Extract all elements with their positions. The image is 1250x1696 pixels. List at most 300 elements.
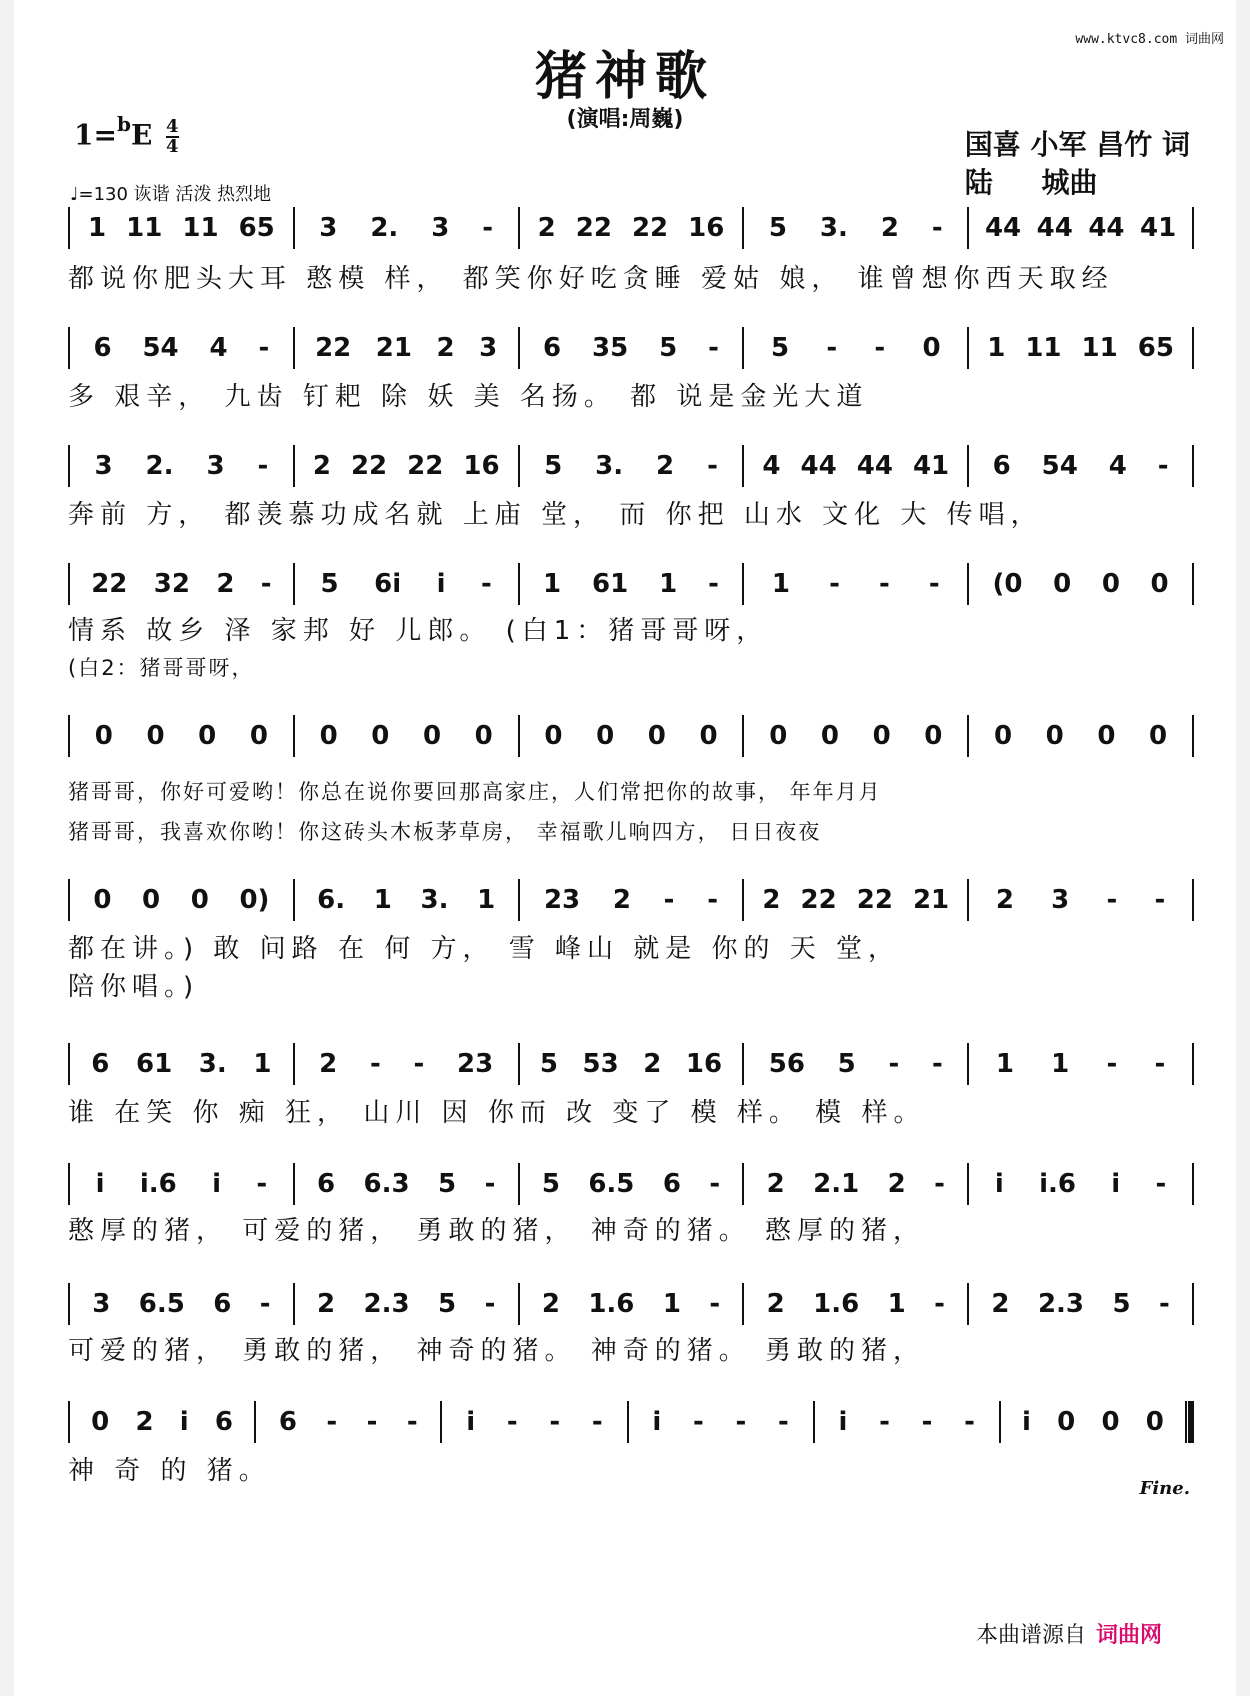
note: 61 — [136, 1049, 173, 1079]
note: - — [1158, 1289, 1170, 1319]
bar-line — [1192, 207, 1194, 249]
tempo-marking: ♩=130 诙谐 活泼 热烈地 — [70, 184, 272, 205]
note: 44 — [856, 451, 893, 481]
note: 5 — [659, 333, 678, 363]
note: 0) — [239, 885, 270, 915]
note: 16 — [463, 451, 500, 481]
measure — [969, 569, 1192, 599]
note: 22 — [350, 451, 388, 481]
note: 0 — [922, 333, 941, 363]
note: 41 — [912, 451, 950, 481]
note: 0 — [924, 721, 943, 751]
note: 4 — [209, 333, 228, 363]
note: 1 — [987, 333, 1006, 363]
bar-line — [1192, 563, 1194, 605]
note: 6i — [374, 569, 402, 599]
lyricist: 国喜 小军 昌竹 词 — [964, 128, 1190, 161]
note: - — [709, 1289, 721, 1319]
bar-line — [1185, 1401, 1194, 1443]
note: - — [663, 885, 675, 915]
credits — [965, 126, 1190, 202]
note: 2 — [887, 1169, 906, 1199]
note: - — [1154, 885, 1166, 915]
note: 11 — [126, 213, 163, 243]
lyric-line: 猪哥哥，我喜欢你哟！你这砖头木板茅草房， 幸福歌儿响四方， 日日夜夜 — [68, 820, 822, 844]
lyric-line: (白2：猪哥哥呀， — [68, 656, 255, 680]
note: 44 — [800, 451, 837, 481]
note: 0 — [769, 721, 788, 751]
note: 2. — [145, 451, 174, 481]
note: 5 — [539, 1049, 558, 1079]
note: 2 — [995, 885, 1014, 915]
measure — [295, 1169, 518, 1199]
note: 2 — [612, 885, 631, 915]
staff-row — [68, 326, 1194, 370]
note: 3 — [319, 213, 338, 243]
note: i — [466, 1407, 476, 1437]
note: - — [934, 1289, 945, 1319]
staff-row — [68, 714, 1194, 758]
note: 1 — [477, 885, 496, 915]
note: - — [707, 885, 718, 915]
measure — [256, 1407, 440, 1437]
lyric-line: 猪哥哥，你好可爱哟！你总在说你要回那高家庄，人们常把你的故事， 年年月月 — [68, 780, 882, 804]
note: 3 — [479, 333, 498, 363]
note: 3. — [420, 885, 449, 915]
lyric-line: 都在讲。) 敢 问路 在 何 方， 雪 峰山 就是 你的 天 堂， — [68, 934, 901, 964]
note: - — [256, 1169, 268, 1199]
note: 1 — [659, 569, 678, 599]
note: 44 — [1088, 213, 1125, 243]
note: 3 — [94, 451, 113, 481]
bar-line — [1192, 1283, 1194, 1325]
measure — [442, 1407, 626, 1437]
note: 11 — [182, 213, 219, 243]
note: i — [436, 569, 446, 599]
note: 53 — [582, 1049, 619, 1079]
note: - — [406, 1407, 418, 1437]
note: 6. — [317, 885, 346, 915]
note: - — [259, 1289, 271, 1319]
singer: (演唱:周巍) — [566, 107, 684, 132]
note: - — [366, 1407, 378, 1437]
note: - — [257, 451, 269, 481]
note: - — [931, 213, 943, 243]
note: 0 — [1057, 1407, 1076, 1437]
lyric-line: 憨厚的猪， 可爱的猪， 勇敢的猪， 神奇的猪。 憨厚的猪， — [68, 1216, 926, 1246]
watermark: www.ktvc8.com 词曲网 — [1075, 32, 1224, 47]
note: 2 — [317, 1289, 336, 1319]
note: - — [1157, 451, 1169, 481]
bar-line — [1192, 327, 1194, 369]
key-signature: 1=$^b$E $\frac{4}{4}$ — [74, 111, 179, 157]
note: - — [591, 1407, 603, 1437]
note: - — [258, 333, 270, 363]
note: 5 — [438, 1289, 457, 1319]
note: - — [260, 569, 272, 599]
note: 3 — [1051, 885, 1070, 915]
measure — [520, 333, 743, 363]
measure — [744, 1049, 967, 1079]
measure — [969, 721, 1192, 751]
note: - — [482, 213, 494, 243]
note: 35 — [592, 333, 629, 363]
note: 2.3 — [363, 1289, 410, 1319]
measure — [520, 213, 743, 243]
note: 0 — [993, 721, 1013, 751]
note: 6 — [213, 1289, 232, 1319]
note: - — [931, 1049, 943, 1079]
measure — [295, 451, 518, 481]
note: - — [964, 1407, 975, 1437]
note: - — [708, 569, 719, 599]
note: - — [709, 1169, 721, 1199]
note: 3. — [198, 1049, 227, 1079]
note: 21 — [912, 885, 950, 915]
note: 2 — [762, 885, 781, 915]
measure — [969, 885, 1192, 915]
lyric-line: 谁 在笑 你 痴 狂， 山川 因 你而 改 变了 模 样。 模 样。 — [68, 1098, 926, 1128]
staff-row — [68, 1400, 1194, 1444]
note: 23 — [457, 1049, 494, 1079]
note: 11 — [1081, 333, 1118, 363]
note: 1 — [543, 569, 562, 599]
note: 2 — [880, 213, 899, 243]
note: 11 — [1025, 333, 1062, 363]
note: 5 — [1112, 1289, 1131, 1319]
bar-line — [1192, 1043, 1194, 1085]
measure — [744, 1289, 967, 1319]
measure — [295, 1049, 518, 1079]
measure — [70, 1407, 254, 1437]
note: 0 — [422, 721, 442, 751]
measure — [70, 213, 293, 243]
note: 5 — [837, 1049, 856, 1079]
measure — [629, 1407, 813, 1437]
staff-row — [68, 878, 1194, 922]
note: 2.3 — [1037, 1289, 1084, 1319]
note: 0 — [647, 721, 666, 751]
song-title: 猪神歌 — [534, 46, 715, 107]
note: 5 — [541, 1169, 560, 1199]
note: 0 — [699, 721, 718, 751]
note: - — [484, 1169, 496, 1199]
note: 6 — [93, 333, 112, 363]
note: - — [549, 1407, 561, 1437]
note: 1 — [88, 213, 107, 243]
note: i — [652, 1407, 662, 1437]
measure — [815, 1407, 999, 1437]
staff-row — [68, 444, 1194, 488]
note: 0 — [146, 721, 165, 751]
staff-row — [68, 206, 1194, 250]
lyric-line: 都说你肥头大耳 憨模 样， 都笑你好吃贪睡 爱姑 娘， 谁曾想你西天取经 — [68, 264, 1114, 294]
note: 22 — [407, 451, 444, 481]
measure — [744, 569, 967, 599]
measure — [295, 213, 518, 243]
note: i — [212, 1169, 222, 1199]
note: 2 — [135, 1407, 154, 1437]
measure — [70, 1289, 293, 1319]
note: 22 — [575, 213, 612, 243]
note: - — [1154, 1049, 1166, 1079]
note: 0 — [93, 885, 112, 915]
note: 21 — [375, 333, 412, 363]
lyric-line: 情系 故乡 泽 家邦 好 儿郎。 (白1：猪哥哥呀， — [68, 616, 769, 646]
note: 65 — [238, 213, 275, 243]
note: 6 — [317, 1169, 336, 1199]
measure — [744, 213, 967, 243]
note: 22 — [856, 885, 893, 915]
note: 0 — [1053, 569, 1072, 599]
measure — [295, 333, 518, 363]
note: 5 — [771, 333, 790, 363]
note: 2 — [216, 569, 235, 599]
note: 3 — [92, 1289, 111, 1319]
staff-row — [68, 562, 1194, 606]
note: 6 — [662, 1169, 681, 1199]
measure — [70, 721, 293, 751]
bar-line — [1192, 879, 1194, 921]
note: 1 — [1051, 1049, 1070, 1079]
note: 54 — [142, 333, 179, 363]
note: 3 — [431, 213, 450, 243]
note: i — [179, 1407, 189, 1437]
note: 0 — [142, 885, 161, 915]
bar-line — [1192, 1163, 1194, 1205]
note: 6.3 — [363, 1169, 410, 1199]
note: 32 — [153, 569, 190, 599]
note: - — [879, 1407, 890, 1437]
measure — [744, 721, 967, 751]
note: - — [878, 569, 890, 599]
note: 2. — [370, 213, 399, 243]
measure — [969, 333, 1192, 363]
measure — [744, 885, 967, 915]
note: 0 — [1149, 721, 1168, 751]
note: 6 — [543, 333, 562, 363]
note: 2 — [436, 333, 455, 363]
note: 44 — [1036, 213, 1073, 243]
measure — [295, 721, 518, 751]
measure — [520, 569, 743, 599]
source-credit: 本曲谱源自 词曲网 — [975, 1623, 1162, 1648]
note: - — [1155, 1169, 1167, 1199]
staff-row — [68, 1162, 1194, 1206]
measure — [1001, 1407, 1185, 1437]
note: 2 — [643, 1049, 662, 1079]
note: - — [777, 1407, 789, 1437]
note: 22 — [315, 333, 352, 363]
measure — [295, 1289, 518, 1319]
note: 2 — [656, 451, 675, 481]
measure — [969, 213, 1192, 243]
note: 2 — [541, 1289, 560, 1319]
note: 5 — [544, 451, 563, 481]
note: 0 — [1097, 721, 1116, 751]
measure — [295, 569, 518, 599]
note: - — [326, 1407, 338, 1437]
note: - — [484, 1289, 496, 1319]
lyric-line: 可爱的猪， 勇敢的猪， 神奇的猪。 神奇的猪。 勇敢的猪， — [68, 1336, 926, 1366]
measure — [70, 1049, 293, 1079]
note: 0 — [371, 721, 390, 751]
note: (0 — [992, 569, 1023, 599]
note: 1 — [373, 885, 392, 915]
note: 2 — [537, 213, 556, 243]
measure — [520, 721, 743, 751]
note: 2 — [319, 1049, 338, 1079]
note: 6 — [214, 1407, 234, 1437]
note: i — [1111, 1169, 1121, 1199]
note: i.6 — [139, 1169, 177, 1199]
measure — [520, 885, 743, 915]
note: 0 — [1101, 1407, 1120, 1437]
note: - — [707, 451, 718, 481]
note: - — [369, 1049, 381, 1079]
note: - — [708, 333, 719, 363]
staff-row — [68, 1042, 1194, 1086]
note: - — [826, 333, 838, 363]
note: 3. — [819, 213, 848, 243]
note: 0 — [198, 721, 217, 751]
note: 2 — [766, 1169, 785, 1199]
note: 65 — [1137, 333, 1174, 363]
note: 5 — [320, 569, 339, 599]
note: 44 — [984, 213, 1022, 243]
note: 2 — [312, 451, 331, 481]
note: i — [994, 1169, 1004, 1199]
note: 16 — [685, 1049, 723, 1079]
time-signature: $\frac{4}{4}$ — [166, 116, 179, 157]
note: 22 — [800, 885, 837, 915]
note: 1 — [887, 1289, 906, 1319]
measure — [70, 885, 293, 915]
note: - — [692, 1407, 704, 1437]
note: 1.6 — [588, 1289, 635, 1319]
note: 16 — [688, 213, 725, 243]
measure — [744, 333, 967, 363]
note: 1.6 — [813, 1289, 860, 1319]
note: i — [95, 1169, 105, 1199]
note: 6 — [91, 1049, 110, 1079]
note: 41 — [1140, 213, 1177, 243]
note: 6 — [278, 1407, 297, 1437]
note: 0 — [474, 721, 493, 751]
staff-row — [68, 1282, 1194, 1326]
note: 1 — [995, 1049, 1014, 1079]
note: 61 — [592, 569, 629, 599]
measure — [520, 1169, 743, 1199]
measure — [744, 451, 967, 481]
note: 6 — [992, 451, 1011, 481]
note: - — [1106, 885, 1118, 915]
note: 0 — [1101, 569, 1120, 599]
note: 22 — [631, 213, 669, 243]
measure — [969, 451, 1192, 481]
note: 6.5 — [138, 1289, 185, 1319]
measure — [744, 1169, 967, 1199]
bar-line — [1192, 715, 1194, 757]
note: i — [838, 1407, 848, 1437]
measure — [520, 1049, 743, 1079]
note: 5 — [438, 1169, 457, 1199]
note: 0 — [190, 885, 209, 915]
lyric-line: 奔前 方， 都羡慕功成名就 上庙 堂， 而 你把 山水 文化 大 传唱， — [68, 500, 1043, 530]
note: 0 — [596, 721, 615, 751]
measure — [969, 1289, 1192, 1319]
note: - — [506, 1407, 518, 1437]
fine-marking: Fine. — [1139, 1478, 1190, 1499]
note: 3 — [206, 451, 225, 481]
note: 2 — [766, 1289, 785, 1319]
measure — [969, 1049, 1192, 1079]
measure — [70, 1169, 293, 1199]
note: 0 — [319, 721, 338, 751]
note: 3. — [595, 451, 624, 481]
note: 0 — [1150, 569, 1169, 599]
note: - — [921, 1407, 933, 1437]
note: 1 — [253, 1049, 272, 1079]
right-margin-strip — [1236, 0, 1250, 1696]
composer: 陆 城曲 — [964, 166, 1098, 199]
note: 2 — [991, 1289, 1010, 1319]
measure — [70, 451, 293, 481]
note: 2.1 — [813, 1169, 860, 1199]
note: 1 — [662, 1289, 681, 1319]
lyric-line: 多 艰辛， 九齿 钉耙 除 妖 美 名扬。 都 说是金光大道 — [68, 382, 869, 412]
note: - — [481, 569, 492, 599]
bar-line — [1192, 445, 1194, 487]
note: - — [413, 1049, 425, 1079]
note: 4 — [1108, 451, 1127, 481]
note: - — [874, 333, 886, 363]
note: 0 — [820, 721, 839, 751]
note: 56 — [768, 1049, 805, 1079]
note: 54 — [1041, 451, 1078, 481]
note: 23 — [543, 885, 581, 915]
note: i — [1021, 1407, 1031, 1437]
source-site: 词曲网 — [1095, 1623, 1162, 1648]
note: i.6 — [1039, 1169, 1076, 1199]
measure — [295, 885, 518, 915]
measure — [969, 1169, 1192, 1199]
left-margin-strip — [0, 0, 14, 1696]
measure — [70, 569, 293, 599]
note: 0 — [1145, 1407, 1164, 1437]
note: - — [829, 569, 840, 599]
note: 22 — [91, 569, 128, 599]
note: 4 — [762, 451, 781, 481]
lyric-line: 神 奇 的 猪。 — [68, 1456, 271, 1486]
note: 5 — [768, 213, 787, 243]
measure — [70, 333, 293, 363]
note: 0 — [1045, 721, 1064, 751]
note: - — [735, 1407, 747, 1437]
note: 0 — [249, 721, 268, 751]
note: 1 — [771, 569, 791, 599]
note: 0 — [91, 1407, 110, 1437]
lyric-line: 陪你唱。) — [68, 972, 200, 1002]
measure — [520, 451, 743, 481]
note: 0 — [872, 721, 891, 751]
note: - — [928, 569, 940, 599]
note: 6.5 — [588, 1169, 635, 1199]
note: - — [888, 1049, 900, 1079]
measure — [520, 1289, 743, 1319]
note: - — [934, 1169, 945, 1199]
note: 0 — [544, 721, 563, 751]
